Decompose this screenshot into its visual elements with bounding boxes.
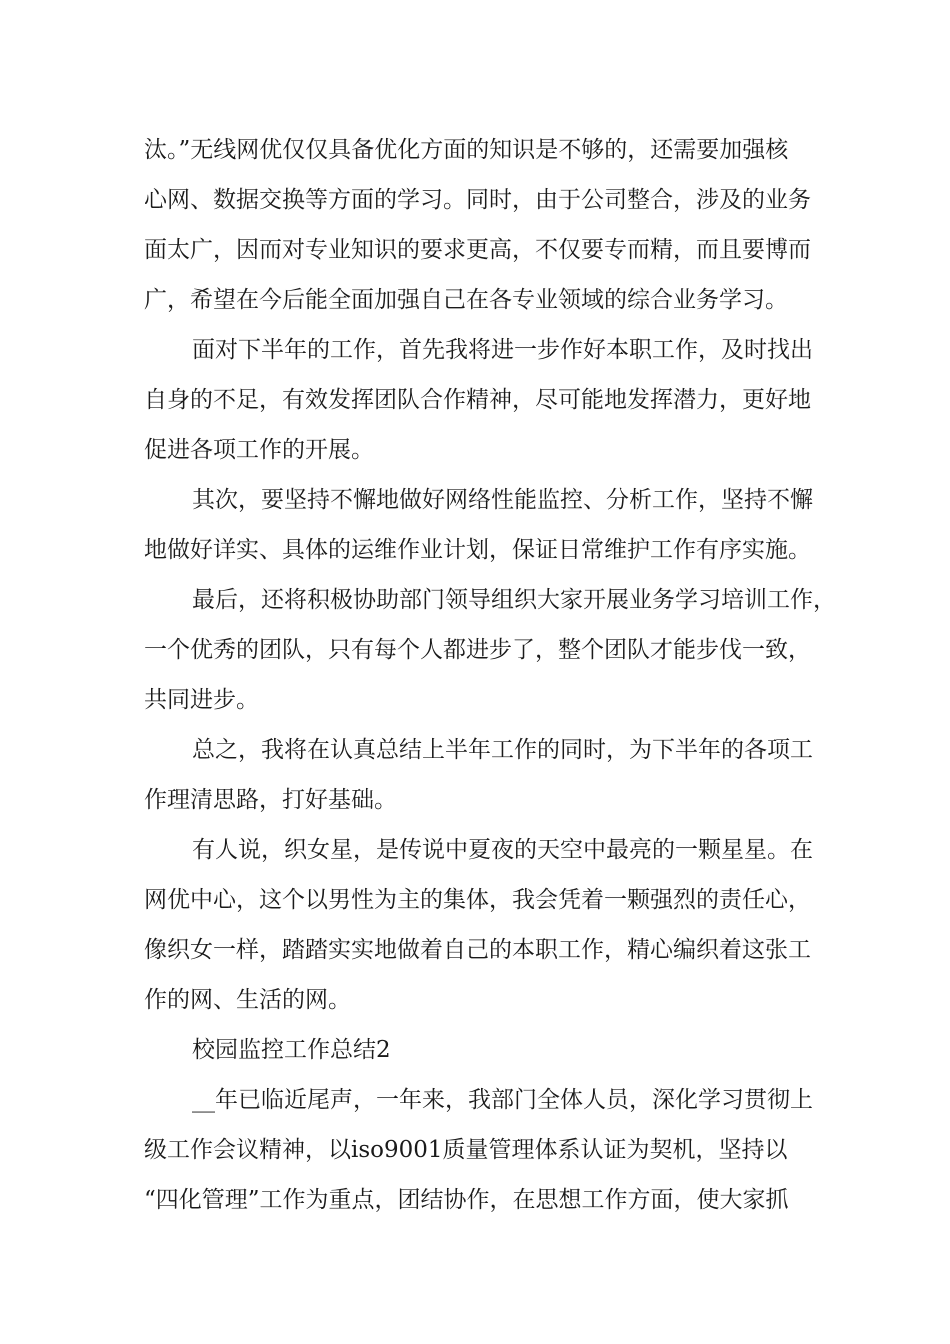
- text-line: 地做好详实、具体的运维作业计划，保证日常维护工作有序实施。: [144, 537, 811, 563]
- text-line: 像织女一样，踏踏实实地做着自己的本职工作，精心编织着这张工: [144, 937, 811, 963]
- text-line: 广，希望在今后能全面加强自己在各专业领域的综合业务学习。: [144, 287, 788, 313]
- text-line: 促进各项工作的开展。: [144, 437, 374, 463]
- text-line: 最后，还将积极协助部门领导组织大家开展业务学习培训工作，: [192, 587, 836, 613]
- text-line: 总之，我将在认真总结上半年工作的同时，为下半年的各项工: [192, 737, 813, 763]
- text-line: 有人说，织女星，是传说中夏夜的天空中最亮的一颗星星。在: [192, 837, 813, 863]
- section-heading: 校园监控工作总结2: [192, 1037, 391, 1063]
- text-line: 自身的不足，有效发挥团队合作精神，尽可能地发挥潜力，更好地: [144, 387, 811, 413]
- text-line: 共同进步。: [144, 687, 259, 713]
- text-line: 汰。”无线网优仅仅具备优化方面的知识是不够的，还需要加强核: [144, 137, 789, 163]
- text-line: 面对下半年的工作，首先我将进一步作好本职工作，及时找出: [192, 337, 813, 363]
- text-line: 作理清思路，打好基础。: [144, 787, 397, 813]
- text-line: 作的网、生活的网。: [144, 987, 351, 1013]
- text-line: __年已临近尾声，一年来，我部门全体人员，深化学习贯彻上: [192, 1087, 813, 1113]
- text-line: 一个优秀的团队，只有每个人都进步了，整个团队才能步伐一致，: [144, 637, 811, 663]
- text-line: 其次，要坚持不懈地做好网络性能监控、分析工作，坚持不懈: [192, 487, 813, 513]
- text-line: “四化管理”工作为重点，团结协作，在思想工作方面，使大家抓: [144, 1187, 789, 1213]
- text-line: 网优中心，这个以男性为主的集体，我会凭着一颗强烈的责任心，: [144, 887, 811, 913]
- text-line: 面太广，因而对专业知识的要求更高，不仅要专而精，而且要博而: [144, 237, 811, 263]
- text-line: 心网、数据交换等方面的学习。同时，由于公司整合，涉及的业务: [144, 187, 811, 213]
- text-line: 级工作会议精神，以iso9001质量管理体系认证为契机，坚持以: [144, 1137, 788, 1163]
